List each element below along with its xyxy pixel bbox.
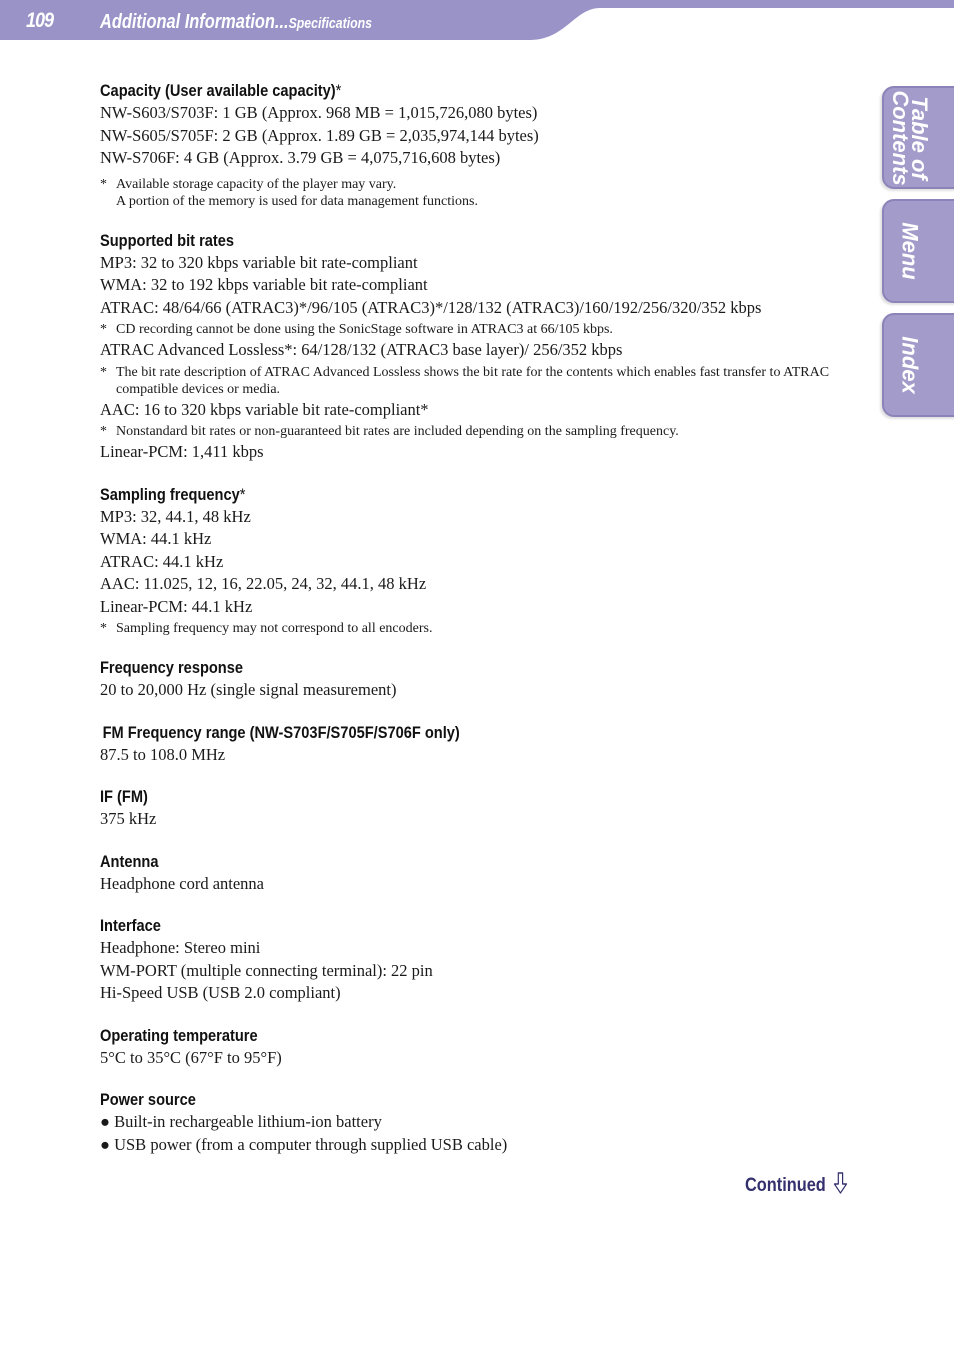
operating-temperature-section xyxy=(100,1025,840,1070)
bitrates-heading: Supported bit rates xyxy=(100,230,235,250)
interface-line: Headphone: Stereo mini xyxy=(100,938,261,957)
tab-index[interactable] xyxy=(882,313,954,417)
bitrate-atrac-al: ATRAC Advanced Lossless*: 64/128/132 (ATRAC3 base layer)/ 256/352 kbps xyxy=(100,340,623,359)
if-fm-section xyxy=(100,786,840,831)
section-title xyxy=(100,11,372,34)
bitrate-atrac-note-text: CD recording cannot be done using the SonicStage software in ATRAC3 at 66/105 kbps. xyxy=(116,322,613,337)
note-asterisk: * xyxy=(100,364,107,380)
antenna-heading: Antenna xyxy=(100,851,159,871)
operating-temperature-value: 5°C to 35°C (67°F to 95°F) xyxy=(100,1047,282,1067)
capacity-note xyxy=(100,176,840,210)
spec-content xyxy=(100,80,840,1176)
capacity-heading-text: Capacity (User available capacity) xyxy=(100,81,336,100)
tab-table-of-contents[interactable] xyxy=(882,86,954,189)
tab-menu-label: Menu xyxy=(897,222,923,280)
power-source-item xyxy=(100,1134,840,1157)
capacity-line: NW-S605/S705F: 2 GB (Approx. 1.89 GB = 2,035,974,144 bytes) xyxy=(100,125,539,145)
antenna-section xyxy=(100,851,840,896)
power-source-item-text: USB power (from a computer through supplied USB cable) xyxy=(114,1134,508,1154)
antenna-value: Headphone cord antenna xyxy=(100,873,265,893)
bullet-glyph: ● xyxy=(100,1112,110,1131)
sampling-heading xyxy=(100,484,736,506)
bitrate-atrac: ATRAC: 48/64/66 (ATRAC3)*/96/105 (ATRAC3)*/128/132 (ATRAC3)/160/192/256/320/352 kbps xyxy=(100,297,762,317)
tab-index-label: Index xyxy=(897,336,923,394)
interface-heading: Interface xyxy=(100,916,161,935)
power-source-item xyxy=(100,1111,840,1134)
capacity-note-line: A portion of the memory is used for data management functions. xyxy=(116,193,478,209)
page-header xyxy=(0,0,954,40)
capacity-heading xyxy=(100,80,736,102)
sampling-note-text: Sampling frequency may not correspond to all encoders. xyxy=(116,621,433,636)
page-number: 109 xyxy=(26,9,54,32)
bitrates-section xyxy=(100,230,840,464)
bitrate-atrac-note xyxy=(100,321,840,338)
sampling-heading-text: Sampling frequency xyxy=(100,484,240,504)
capacity-line: NW-S603/S703F: 1 GB (Approx. 968 MB = 1,015,726,080 bytes) xyxy=(100,103,538,122)
operating-temperature-heading: Operating temperature xyxy=(100,1025,258,1045)
sampling-line: WMA: 44.1 kHz xyxy=(100,529,212,548)
section-name: Additional Information... xyxy=(100,11,289,33)
bitrate-atrac-al-note-text: The bit rate description of ATRAC Advanced Lossless shows the bit rate for the contents which enables fast transfer to ATRAC compatible devices or media. xyxy=(116,364,830,397)
bitrate-atrac-al-note xyxy=(100,364,840,398)
sampling-line: ATRAC: 44.1 kHz xyxy=(100,551,224,571)
sampling-section xyxy=(100,484,840,638)
capacity-heading-star: * xyxy=(335,81,342,100)
capacity-section xyxy=(100,80,840,210)
sampling-heading-star: * xyxy=(239,484,246,504)
bitrate-aac: AAC: 16 to 320 kbps variable bit rate-compliant* xyxy=(100,399,429,419)
bullet-glyph: ● xyxy=(100,1134,110,1154)
if-fm-value: 375 kHz xyxy=(100,809,157,828)
fm-range-section xyxy=(100,722,840,767)
note-asterisk: * xyxy=(100,176,107,192)
frequency-response-section xyxy=(100,657,840,702)
fm-range-value: 87.5 to 108.0 MHz xyxy=(100,744,226,764)
interface-section xyxy=(100,915,840,1005)
continued-link[interactable] xyxy=(745,1172,848,1200)
note-asterisk: * xyxy=(100,621,107,636)
sampling-note xyxy=(100,620,840,637)
interface-line: Hi-Speed USB (USB 2.0 compliant) xyxy=(100,983,341,1002)
tab-menu[interactable] xyxy=(882,199,954,303)
capacity-line: NW-S706F: 4 GB (Approx. 3.79 GB = 4,075,716,608 bytes) xyxy=(100,148,501,167)
interface-line: WM-PORT (multiple connecting terminal): 22 pin xyxy=(100,960,433,980)
tab-toc-label: Table of Contents xyxy=(888,89,932,186)
bitrate-lpcm: Linear-PCM: 1,411 kbps xyxy=(100,442,264,461)
sampling-line: Linear-PCM: 44.1 kHz xyxy=(100,596,253,616)
note-asterisk: * xyxy=(100,424,107,439)
subsection-name: Specifications xyxy=(288,15,372,32)
arrow-down-icon xyxy=(834,1172,848,1200)
if-fm-heading: IF (FM) xyxy=(100,787,148,806)
sampling-line: MP3: 32, 44.1, 48 kHz xyxy=(100,506,251,526)
capacity-note-line: Available storage capacity of the player may vary. xyxy=(116,176,397,192)
bitrate-aac-note-text: Nonstandard bit rates or non-guaranteed bit rates are included depending on the sampling frequency. xyxy=(116,424,679,439)
frequency-response-value: 20 to 20,000 Hz (single signal measurement) xyxy=(100,680,397,699)
continued-label: Continued xyxy=(745,1175,826,1197)
fm-range-heading: FM Frequency range (NW-S703F/S705F/S706F only) xyxy=(102,722,460,742)
bitrate-aac-note xyxy=(100,423,840,440)
note-asterisk: * xyxy=(100,322,107,337)
bitrate-wma: WMA: 32 to 192 kbps variable bit rate-compliant xyxy=(100,275,428,294)
power-source-section xyxy=(100,1089,840,1156)
bitrate-mp3: MP3: 32 to 320 kbps variable bit rate-compliant xyxy=(100,252,418,272)
power-source-heading: Power source xyxy=(100,1090,196,1109)
sampling-line: AAC: 11.025, 12, 16, 22.05, 24, 32, 44.1, 48 kHz xyxy=(100,574,427,593)
power-source-item-text: Built-in rechargeable lithium-ion battery xyxy=(114,1112,382,1131)
frequency-response-heading: Frequency response xyxy=(100,658,244,677)
